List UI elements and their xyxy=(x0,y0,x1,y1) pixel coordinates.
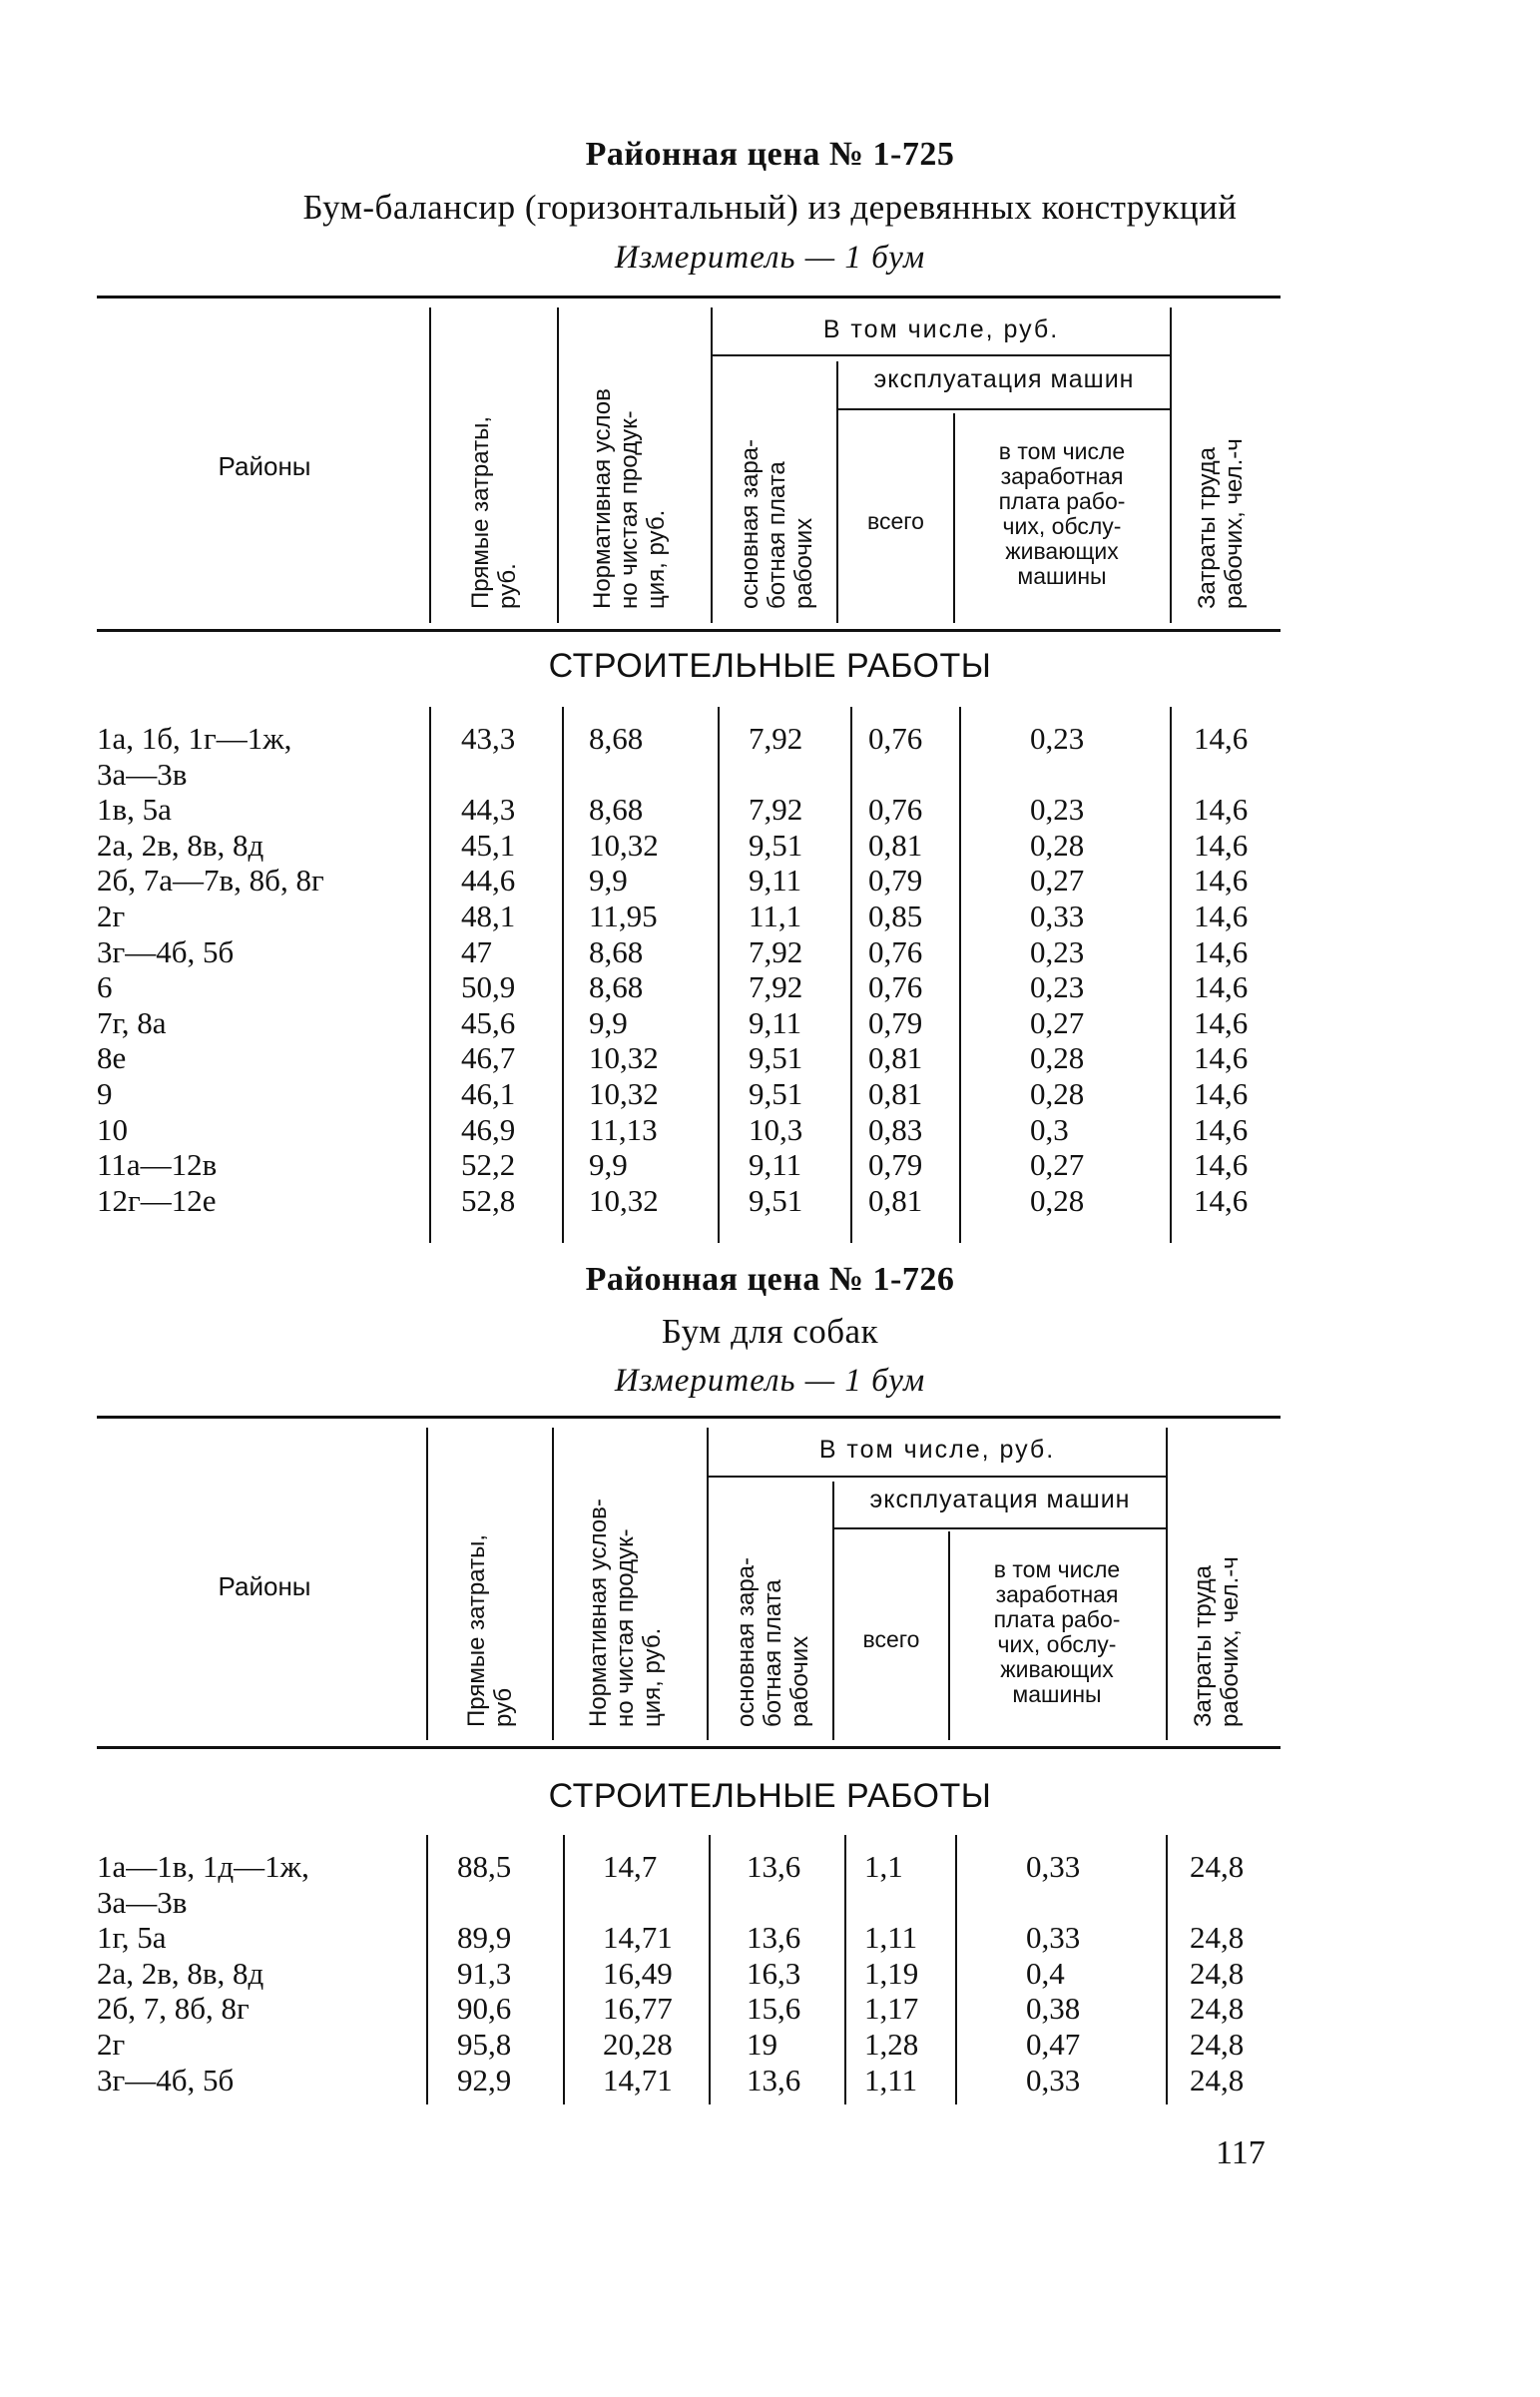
region-line: 3а—3в xyxy=(97,756,188,792)
header-bottom-rule xyxy=(97,629,1281,632)
cell-total: 0,76 xyxy=(868,721,923,756)
hdr-normative-net xyxy=(585,1428,666,1727)
cell-total: 0,81 xyxy=(868,1040,923,1076)
cell-region xyxy=(97,792,172,828)
cell-total: 0,81 xyxy=(868,1182,923,1218)
table-row xyxy=(0,969,1540,1005)
hdr-line: чих, обслу- xyxy=(1002,513,1122,539)
hdr-machine-operation: эксплуатация машин xyxy=(869,1486,1131,1513)
cell-wage: 7,92 xyxy=(749,933,803,969)
hdr-line: чих, обслу- xyxy=(997,1631,1117,1657)
hdr-col-divider xyxy=(552,1428,554,1740)
page-number: 117 xyxy=(1216,2134,1266,2171)
cell-direct: 45,1 xyxy=(461,827,516,863)
cell-direct: 46,9 xyxy=(461,1111,516,1147)
cell-direct: 48,1 xyxy=(461,899,516,933)
cell-normative: 9,9 xyxy=(589,1147,628,1183)
hdr-col-divider xyxy=(832,1482,834,1740)
cell-region xyxy=(97,1991,250,2027)
cell-wage: 9,11 xyxy=(749,1147,802,1183)
cell-direct: 91,3 xyxy=(457,1955,512,1991)
cell-wage: 9,11 xyxy=(749,1004,802,1040)
cell-labor: 14,6 xyxy=(1194,899,1249,933)
cell-wage: 16,3 xyxy=(747,1955,801,1991)
cell-region xyxy=(97,1112,128,1148)
hdr-line: живающих xyxy=(1000,1656,1114,1682)
cell-labor: 14,6 xyxy=(1194,1004,1249,1040)
cell-labor: 24,8 xyxy=(1190,1955,1245,1991)
region-line: 2а, 2в, 8в, 8д xyxy=(97,827,264,863)
cell-labor: 14,6 xyxy=(1194,1111,1249,1147)
cell-region xyxy=(97,2027,125,2063)
cell-inc-wage: 0,28 xyxy=(1030,1182,1085,1218)
hdr-col-divider xyxy=(426,1428,428,1740)
cell-inc-wage: 0,33 xyxy=(1026,1920,1081,1956)
cell-direct: 95,8 xyxy=(457,2027,512,2062)
table-row xyxy=(0,1956,1540,1992)
cell-total: 1,17 xyxy=(864,1991,919,2027)
table-row xyxy=(0,721,1540,792)
hdr-line: плата рабо- xyxy=(998,488,1126,514)
cell-normative: 14,71 xyxy=(603,1920,673,1956)
cell-inc-wage: 0,27 xyxy=(1030,1004,1085,1040)
hdr-line: ция, руб. xyxy=(643,509,670,609)
hdr-col-divider xyxy=(557,307,559,623)
cell-wage: 10,3 xyxy=(749,1111,803,1147)
cell-labor: 14,6 xyxy=(1194,1076,1249,1111)
hdr-total: всего xyxy=(867,508,924,534)
cell-normative: 9,9 xyxy=(589,1004,628,1040)
cell-region xyxy=(97,2063,234,2098)
hdr-base-wage xyxy=(733,1468,813,1727)
table-row xyxy=(0,1849,1540,1920)
hdr-machine-operation: эксплуатация машин xyxy=(873,365,1135,393)
table-row xyxy=(0,1076,1540,1112)
hdr-line: рабочих xyxy=(786,1635,813,1727)
cell-region xyxy=(97,1920,166,1956)
cell-normative: 10,32 xyxy=(589,827,659,863)
cell-labor: 14,6 xyxy=(1194,933,1249,969)
cell-inc-wage: 0,23 xyxy=(1030,969,1085,1005)
hdr-line: основная зара- xyxy=(733,1556,760,1727)
hdr-total: всего xyxy=(862,1626,920,1652)
cell-total: 0,81 xyxy=(868,1076,923,1111)
region-line: 2г xyxy=(97,2027,126,2062)
cell-wage: 9,51 xyxy=(749,1182,803,1218)
hdr-col-divider xyxy=(836,361,838,623)
cell-normative: 10,32 xyxy=(589,1182,659,1218)
price-heading: Районная цена № 1-726 xyxy=(585,1261,955,1298)
region-line: 3г—4б, 5б xyxy=(97,2062,235,2097)
cell-inc-wage: 0,47 xyxy=(1026,2027,1081,2062)
region-line: 1а—1в, 1д—1ж, xyxy=(97,1849,309,1884)
cell-total: 1,28 xyxy=(864,2027,919,2062)
cell-wage: 7,92 xyxy=(749,792,803,828)
cell-total: 0,76 xyxy=(868,933,923,969)
section-title: СТРОИТЕЛЬНЫЕ РАБОТЫ xyxy=(548,647,992,685)
region-line: 6 xyxy=(97,969,113,1005)
cell-region xyxy=(97,934,234,970)
hdr-line: заработная xyxy=(995,1581,1119,1607)
cell-labor: 24,8 xyxy=(1190,1920,1245,1956)
cell-direct: 45,6 xyxy=(461,1004,516,1040)
cell-total: 0,79 xyxy=(868,1147,923,1183)
table-row xyxy=(0,1183,1540,1219)
hdr-base-wage xyxy=(737,349,817,609)
cell-direct: 44,6 xyxy=(461,863,516,899)
cell-direct: 47 xyxy=(461,933,492,969)
table-row xyxy=(0,2063,1540,2098)
hdr-line: Нормативная услов xyxy=(589,388,616,609)
cell-inc-wage: 0,28 xyxy=(1030,1040,1085,1076)
hdr-col-divider xyxy=(1170,307,1172,623)
cell-labor: 14,6 xyxy=(1194,792,1249,828)
hdr-line: ботная плата xyxy=(764,461,790,609)
cell-labor: 14,6 xyxy=(1194,827,1249,863)
cell-region xyxy=(97,1076,113,1112)
cell-inc-wage: 0,33 xyxy=(1030,899,1085,933)
hdr-line: но чистая продук- xyxy=(616,410,643,609)
cell-total: 0,76 xyxy=(868,792,923,828)
hdr-direct-costs xyxy=(467,339,521,609)
hdr-line: плата рабо- xyxy=(993,1606,1121,1632)
cell-labor: 14,6 xyxy=(1194,863,1249,899)
cell-direct: 44,3 xyxy=(461,792,516,828)
table-row xyxy=(0,863,1540,899)
cell-direct: 92,9 xyxy=(457,2062,512,2097)
cell-total: 0,76 xyxy=(868,969,923,1005)
cell-wage: 7,92 xyxy=(749,721,803,756)
hdr-including: В том числе, руб. xyxy=(822,315,1060,343)
region-line: 3г—4б, 5б xyxy=(97,933,235,969)
region-line: 11а—12в xyxy=(97,1147,218,1183)
hdr-normative-net xyxy=(589,319,670,609)
cell-wage: 13,6 xyxy=(747,2062,801,2097)
region-line: 2б, 7а—7в, 8б, 8г xyxy=(97,863,324,899)
table-row xyxy=(0,2027,1540,2063)
hdr-line: рабочих, чел.-ч xyxy=(1221,438,1248,609)
cell-normative: 14,7 xyxy=(603,1849,658,1884)
hdr-labor xyxy=(1194,349,1248,609)
cell-direct: 43,3 xyxy=(461,721,516,756)
cell-labor: 24,8 xyxy=(1190,1849,1245,1884)
cell-region xyxy=(97,1183,216,1219)
rule-machines xyxy=(836,408,1170,410)
region-line: 12г—12е xyxy=(97,1182,217,1218)
cell-region xyxy=(97,1849,309,1920)
cell-labor: 24,8 xyxy=(1190,2027,1245,2062)
item-title: Бум-балансир (горизонтальный) из деревянных конструкций xyxy=(302,188,1238,227)
hdr-line: руб. xyxy=(494,563,521,609)
header-bottom-rule xyxy=(97,1746,1281,1749)
cell-direct: 90,6 xyxy=(457,1991,512,2027)
cell-inc-wage: 0,27 xyxy=(1030,863,1085,899)
cell-wage: 7,92 xyxy=(749,969,803,1005)
hdr-line: Нормативная услов- xyxy=(585,1498,612,1727)
cell-region xyxy=(97,828,263,864)
cell-inc-wage: 0,27 xyxy=(1030,1147,1085,1183)
hdr-col-divider xyxy=(429,307,431,623)
cell-total: 0,79 xyxy=(868,1004,923,1040)
cell-normative: 11,13 xyxy=(589,1111,658,1147)
region-line: 10 xyxy=(97,1111,128,1147)
table-row xyxy=(0,792,1540,828)
region-line: 2г xyxy=(97,899,126,933)
cell-wage: 9,51 xyxy=(749,827,803,863)
hdr-line: заработная xyxy=(1000,463,1124,489)
region-line: 7г, 8а xyxy=(97,1004,167,1040)
hdr-col-divider xyxy=(711,307,713,623)
hdr-line: Прямые затраты, xyxy=(463,1534,490,1727)
region-line: 1в, 5а xyxy=(97,792,172,828)
cell-wage: 19 xyxy=(747,2027,777,2062)
table-row xyxy=(0,1920,1540,1956)
hdr-line: в том числе xyxy=(993,1556,1121,1582)
cell-labor: 14,6 xyxy=(1194,1182,1249,1218)
cell-normative: 8,68 xyxy=(589,721,644,756)
hdr-line: основная зара- xyxy=(737,438,764,609)
cell-total: 1,11 xyxy=(864,2062,918,2097)
cell-wage: 15,6 xyxy=(747,1991,801,2027)
cell-normative: 8,68 xyxy=(589,969,644,1005)
hdr-line: в том числе xyxy=(998,438,1126,464)
hdr-including-wage xyxy=(950,1557,1164,1707)
cell-inc-wage: 0,4 xyxy=(1026,1955,1065,1991)
cell-region xyxy=(97,721,291,792)
hdr-line: рабочих, чел.-ч xyxy=(1217,1556,1244,1727)
table-row xyxy=(0,934,1540,970)
cell-total: 0,81 xyxy=(868,827,923,863)
measure-unit: Измеритель — 1 бум xyxy=(614,1363,926,1399)
cell-inc-wage: 0,28 xyxy=(1030,1076,1085,1111)
cell-normative: 8,68 xyxy=(589,933,644,969)
hdr-line: живающих xyxy=(1005,538,1119,564)
cell-region xyxy=(97,1005,166,1041)
price-heading: Районная цена № 1-725 xyxy=(585,136,955,173)
cell-direct: 88,5 xyxy=(457,1849,512,1884)
cell-region xyxy=(97,1956,263,1992)
hdr-line: руб xyxy=(490,1687,517,1727)
cell-normative: 10,32 xyxy=(589,1040,659,1076)
cell-direct: 46,7 xyxy=(461,1040,516,1076)
hdr-col-divider xyxy=(707,1428,709,1740)
cell-wage: 9,11 xyxy=(749,863,802,899)
hdr-labor xyxy=(1190,1468,1244,1727)
table-row xyxy=(0,1112,1540,1148)
cell-region xyxy=(97,1147,217,1183)
table-top-rule xyxy=(97,1416,1281,1419)
table-row xyxy=(0,1040,1540,1076)
table-row xyxy=(0,828,1540,864)
hdr-line: Затраты труда xyxy=(1194,446,1221,609)
cell-direct: 46,1 xyxy=(461,1076,516,1111)
cell-normative: 11,95 xyxy=(589,899,658,933)
hdr-including: В том числе, руб. xyxy=(818,1436,1056,1464)
hdr-line: Затраты труда xyxy=(1190,1564,1217,1727)
cell-normative: 16,77 xyxy=(603,1991,673,2027)
cell-normative: 9,9 xyxy=(589,863,628,899)
table-row xyxy=(0,899,1540,934)
cell-region xyxy=(97,969,113,1005)
region-line: 8е xyxy=(97,1040,127,1076)
cell-inc-wage: 0,38 xyxy=(1026,1991,1081,2027)
hdr-line: но чистая продук- xyxy=(612,1528,639,1727)
cell-direct: 52,2 xyxy=(461,1147,516,1183)
table-top-rule xyxy=(97,296,1281,299)
cell-direct: 50,9 xyxy=(461,969,516,1005)
cell-total: 0,79 xyxy=(868,863,923,899)
cell-inc-wage: 0,23 xyxy=(1030,721,1085,756)
cell-region xyxy=(97,863,324,899)
region-line: 2б, 7, 8б, 8г xyxy=(97,1991,250,2027)
hdr-col-divider xyxy=(1166,1428,1168,1740)
hdr-line: рабочих xyxy=(790,517,817,609)
region-line: 3а—3в xyxy=(97,1884,188,1920)
hdr-line: машины xyxy=(1017,563,1107,589)
cell-total: 1,11 xyxy=(864,1920,918,1956)
cell-labor: 14,6 xyxy=(1194,721,1249,756)
cell-inc-wage: 0,33 xyxy=(1026,1849,1081,1884)
cell-inc-wage: 0,28 xyxy=(1030,827,1085,863)
cell-inc-wage: 0,3 xyxy=(1030,1111,1069,1147)
cell-total: 1,19 xyxy=(864,1955,919,1991)
region-line: 9 xyxy=(97,1076,113,1111)
region-line: 1а, 1б, 1г—1ж, xyxy=(97,721,292,756)
hdr-regions: Районы xyxy=(218,1571,311,1601)
table-row xyxy=(0,1991,1540,2027)
region-line: 1г, 5а xyxy=(97,1920,167,1956)
cell-inc-wage: 0,23 xyxy=(1030,792,1085,828)
table-row xyxy=(0,1147,1540,1183)
cell-labor: 14,6 xyxy=(1194,1040,1249,1076)
cell-inc-wage: 0,33 xyxy=(1026,2062,1081,2097)
cell-wage: 11,1 xyxy=(749,899,802,933)
hdr-line: Прямые затраты, xyxy=(467,416,494,609)
cell-wage: 13,6 xyxy=(747,1849,801,1884)
cell-wage: 9,51 xyxy=(749,1076,803,1111)
cell-labor: 24,8 xyxy=(1190,2062,1245,2097)
rule-machines xyxy=(832,1527,1166,1529)
item-title: Бум для собак xyxy=(661,1312,879,1351)
hdr-line: машины xyxy=(1012,1681,1102,1707)
cell-normative: 10,32 xyxy=(589,1076,659,1111)
cell-labor: 14,6 xyxy=(1194,1147,1249,1183)
section-title: СТРОИТЕЛЬНЫЕ РАБОТЫ xyxy=(548,1777,992,1815)
cell-labor: 14,6 xyxy=(1194,969,1249,1005)
hdr-direct-costs xyxy=(463,1458,517,1727)
region-line: 2а, 2в, 8в, 8д xyxy=(97,1955,264,1991)
cell-wage: 13,6 xyxy=(747,1920,801,1956)
cell-normative: 14,71 xyxy=(603,2062,673,2097)
cell-total: 0,83 xyxy=(868,1111,923,1147)
hdr-line: ция, руб. xyxy=(639,1627,666,1727)
hdr-line: ботная плата xyxy=(760,1579,786,1727)
hdr-regions: Районы xyxy=(218,451,311,481)
measure-unit: Измеритель — 1 бум xyxy=(614,240,926,276)
cell-labor: 24,8 xyxy=(1190,1991,1245,2027)
cell-direct: 52,8 xyxy=(461,1182,516,1218)
cell-inc-wage: 0,23 xyxy=(1030,933,1085,969)
cell-total: 0,85 xyxy=(868,899,923,933)
cell-wage: 9,51 xyxy=(749,1040,803,1076)
cell-direct: 89,9 xyxy=(457,1920,512,1956)
hdr-including-wage xyxy=(955,439,1169,589)
table-row xyxy=(0,1005,1540,1041)
cell-region xyxy=(97,1040,126,1076)
cell-normative: 20,28 xyxy=(603,2027,673,2062)
cell-total: 1,1 xyxy=(864,1849,903,1884)
cell-region xyxy=(97,899,125,934)
cell-normative: 8,68 xyxy=(589,792,644,828)
cell-normative: 16,49 xyxy=(603,1955,673,1991)
